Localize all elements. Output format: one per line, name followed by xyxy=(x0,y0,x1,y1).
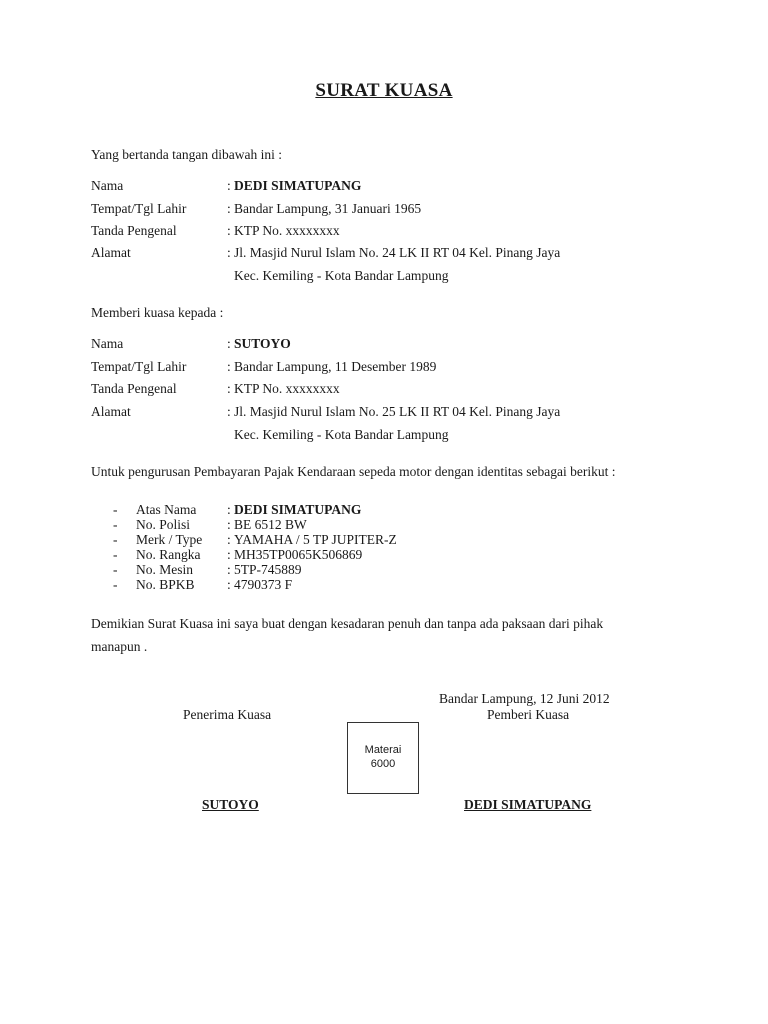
vehicle-label: No. Rangka xyxy=(136,547,201,562)
colon: : xyxy=(227,532,231,547)
materai-stamp-box xyxy=(347,722,419,794)
pemberi-label: Pemberi Kuasa xyxy=(487,707,570,722)
colon: : xyxy=(227,562,231,577)
grantor-nama-label: Nama xyxy=(91,178,124,193)
grantor-ttl: Bandar Lampung, 31 Januari 1965 xyxy=(234,201,422,216)
signature-penerima: SUTOYO xyxy=(202,797,259,812)
vehicle-value: BE 6512 BW xyxy=(234,517,307,532)
vehicle-value: MH35TP0065K506869 xyxy=(234,547,363,562)
grantee-nama: SUTOYO xyxy=(234,336,291,351)
colon: : xyxy=(227,359,231,374)
signature-pemberi: DEDI SIMATUPANG xyxy=(464,797,592,812)
colon: : xyxy=(227,404,231,419)
vehicle-value: DEDI SIMATUPANG xyxy=(234,502,362,517)
place-date: Bandar Lampung, 12 Juni 2012 xyxy=(439,691,610,706)
grantee-ttl-label: Tempat/Tgl Lahir xyxy=(91,359,187,374)
colon: : xyxy=(227,517,231,532)
vehicle-label: No. Polisi xyxy=(136,517,191,532)
colon: : xyxy=(227,336,231,351)
stamp-line1: Materai xyxy=(364,744,402,756)
grantee-intro: Memberi kuasa kepada : xyxy=(91,305,224,320)
closing-line2: manapun . xyxy=(91,639,148,654)
document-title: SURAT KUASA xyxy=(315,80,453,101)
grantor-nama: DEDI SIMATUPANG xyxy=(234,178,362,193)
vehicle-label: No. BPKB xyxy=(136,577,195,592)
colon: : xyxy=(227,178,231,193)
grantee-alamat-line2: Kec. Kemiling - Kota Bandar Lampung xyxy=(234,427,449,442)
vehicle-value: YAMAHA / 5 TP JUPITER-Z xyxy=(234,532,397,547)
vehicle-value: 4790373 F xyxy=(234,577,293,592)
colon: : xyxy=(227,547,231,562)
colon: : xyxy=(227,223,231,238)
colon: : xyxy=(227,201,231,216)
bullet-dash: - xyxy=(113,502,118,517)
bullet-dash: - xyxy=(113,532,118,547)
stamp-line2: 6000 xyxy=(370,758,396,770)
grantee-id: KTP No. xxxxxxxx xyxy=(234,381,340,396)
grantee-alamat-line1: Jl. Masjid Nurul Islam No. 25 LK II RT 04 Kel. Pinang Jaya xyxy=(234,404,561,419)
bullet-dash: - xyxy=(113,517,118,532)
purpose-text: Untuk pengurusan Pembayaran Pajak Kendaraan sepeda motor dengan identitas sebagai berikut : xyxy=(91,464,616,479)
grantor-alamat-line2: Kec. Kemiling - Kota Bandar Lampung xyxy=(234,268,449,283)
grantor-id-label: Tanda Pengenal xyxy=(91,223,177,238)
closing-line1: Demikian Surat Kuasa ini saya buat dengan kesadaran penuh dan tanpa ada paksaan dari pihak xyxy=(91,616,604,631)
grantor-alamat-label: Alamat xyxy=(91,245,131,260)
grantee-nama-label: Nama xyxy=(91,336,124,351)
bullet-dash: - xyxy=(113,562,118,577)
grantor-alamat-line1: Jl. Masjid Nurul Islam No. 24 LK II RT 04 Kel. Pinang Jaya xyxy=(234,245,561,260)
colon: : xyxy=(227,577,231,592)
bullet-dash: - xyxy=(113,577,118,592)
grantee-alamat-label: Alamat xyxy=(91,404,131,419)
vehicle-label: Merk / Type xyxy=(136,532,203,547)
grantee-id-label: Tanda Pengenal xyxy=(91,381,177,396)
vehicle-value: 5TP-745889 xyxy=(234,562,302,577)
colon: : xyxy=(227,381,231,396)
colon: : xyxy=(227,245,231,260)
grantee-ttl: Bandar Lampung, 11 Desember 1989 xyxy=(234,359,437,374)
colon: : xyxy=(227,502,231,517)
vehicle-label: No. Mesin xyxy=(136,562,193,577)
vehicle-label: Atas Nama xyxy=(136,502,197,517)
grantor-id: KTP No. xxxxxxxx xyxy=(234,223,340,238)
penerima-label: Penerima Kuasa xyxy=(183,707,272,722)
intro-text: Yang bertanda tangan dibawah ini : xyxy=(91,147,282,162)
grantor-ttl-label: Tempat/Tgl Lahir xyxy=(91,201,187,216)
bullet-dash: - xyxy=(113,547,118,562)
